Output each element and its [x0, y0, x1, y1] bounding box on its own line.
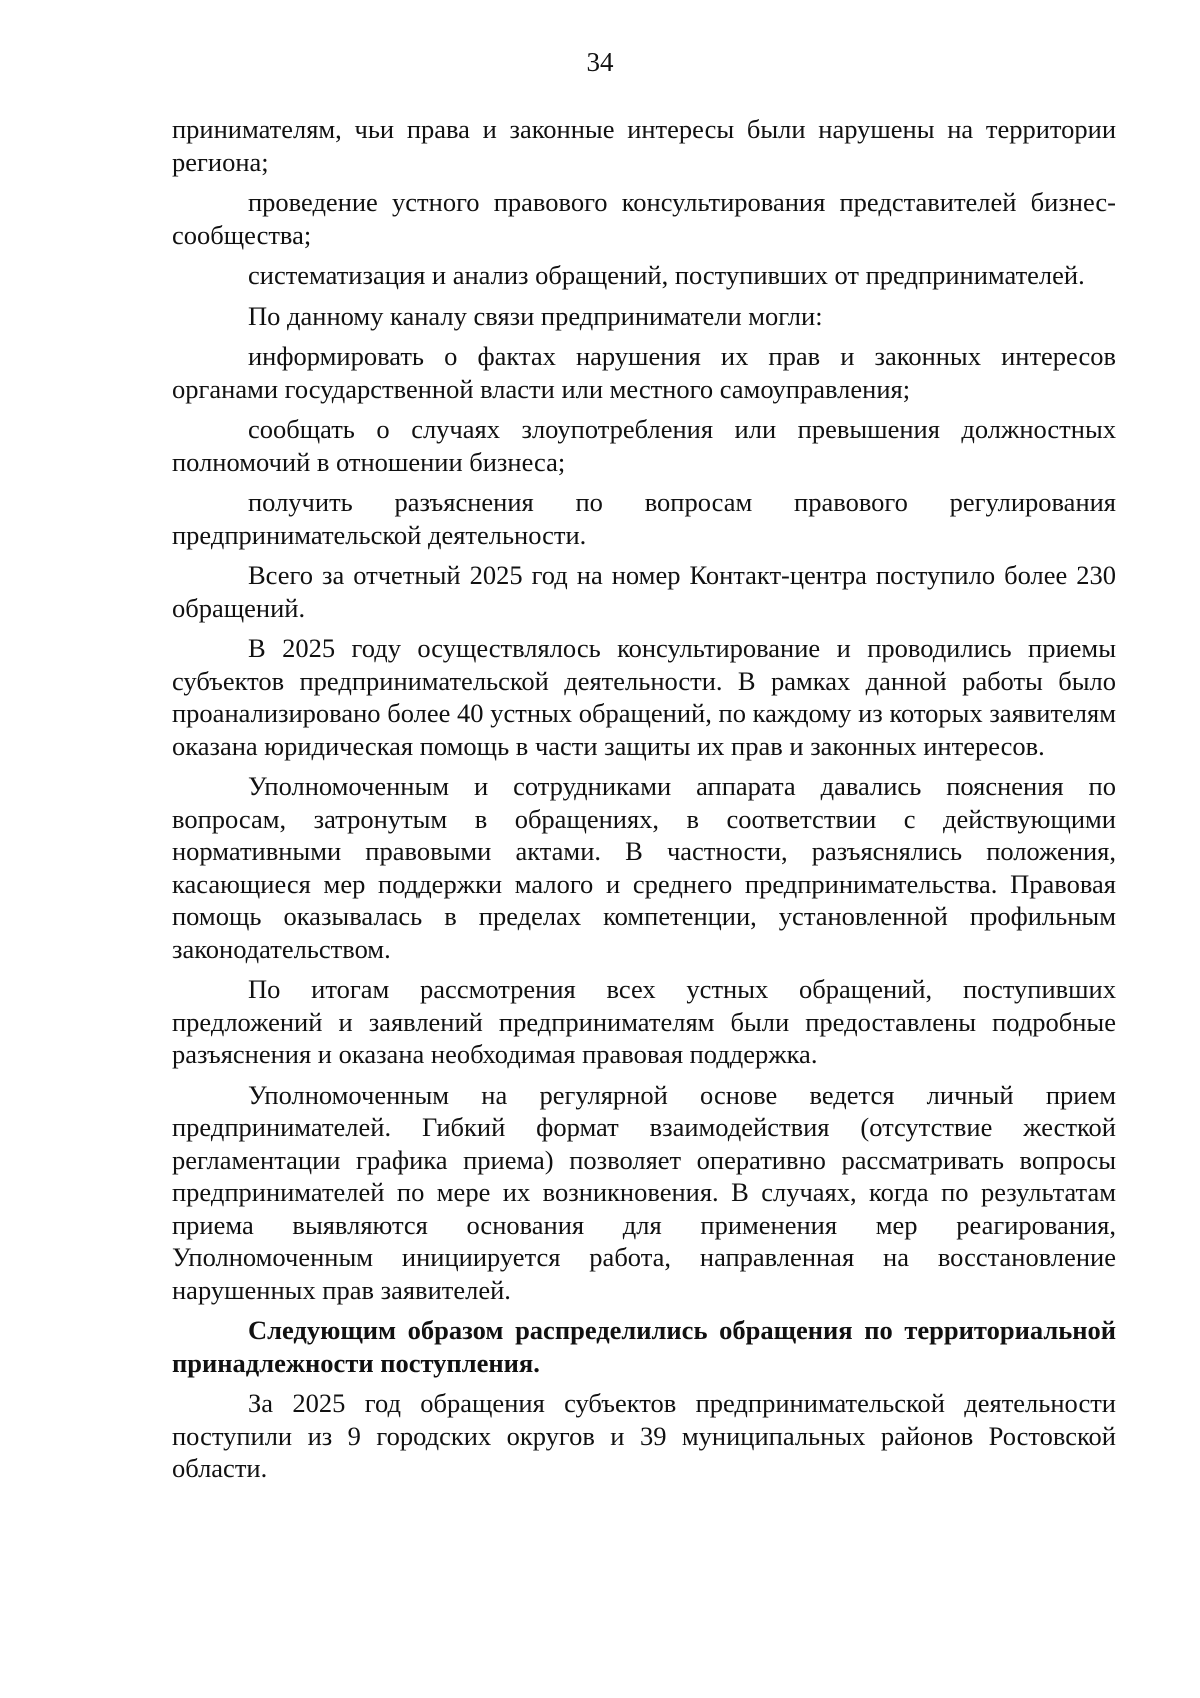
paragraph-continuation: принимателям, чьи права и законные интересы были нарушены на территории региона;	[172, 114, 1116, 177]
paragraph: В 2025 году осуществлялось консультирование и проводились приемы субъектов предпринимательской деятельности. В рамках данной работы было проанализировано более 40 устных обращений, по каждому из которых заявителям оказана юридическая помощь в части защиты их прав и законных интересов.	[172, 633, 1116, 761]
paragraph: Уполномоченным на регулярной основе ведется личный прием предпринимателей. Гибкий формат взаимодействия (отсутствие жесткой регламентации графика приема) позволяет оперативно рассматривать вопросы предпринимателей по мере их возникновения. В случаях, когда по результатам приема выявляются основания для применения мер реагирования, Уполномоченным инициируется работа, направленная на восстановление нарушенных прав заявителей.	[172, 1079, 1116, 1305]
section-heading-paragraph: Следующим образом распределились обращения по территориальной принадлежности поступления.	[172, 1315, 1116, 1378]
paragraph: систематизация и анализ обращений, поступивших от предпринимателей.	[248, 260, 1085, 290]
paragraph: За 2025 год обращения субъектов предпринимательской деятельности поступили из 9 городских округов и 39 муниципальных районов Ростовской области.	[172, 1388, 1116, 1483]
page-number: 34	[586, 47, 614, 77]
paragraph: информировать о фактах нарушения их прав и законных интересов органами государственной власти или местного самоуправления;	[172, 341, 1116, 404]
paragraph: Всего за отчетный 2025 год на номер Контакт-центра поступило более 230 обращений.	[172, 560, 1116, 623]
paragraph: получить разъяснения по вопросам правового регулирования предпринимательской деятельности.	[172, 487, 1116, 550]
paragraph: проведение устного правового консультирования представителей бизнес-сообщества;	[172, 187, 1116, 250]
document-body	[172, 113, 1116, 1493]
paragraph: Уполномоченным и сотрудниками аппарата давались пояснения по вопросам, затронутым в обращениях, в соответствии с действующими нормативными правовыми актами. В частности, разъяснялись положения, касающиеся мер поддержки малого и среднего предпринимательства. Правовая помощь оказывалась в пределах компетенции, установленной профильным законодательством.	[172, 771, 1116, 964]
paragraph: По данному каналу связи предприниматели могли:	[248, 300, 823, 331]
paragraph: По итогам рассмотрения всех устных обращений, поступивших предложений и заявлений предпринимателям были предоставлены подробные разъяснения и оказана необходимая правовая поддержка.	[172, 974, 1116, 1069]
paragraph: сообщать о случаях злоупотребления или превышения должностных полномочий в отношении бизнеса;	[172, 414, 1116, 477]
